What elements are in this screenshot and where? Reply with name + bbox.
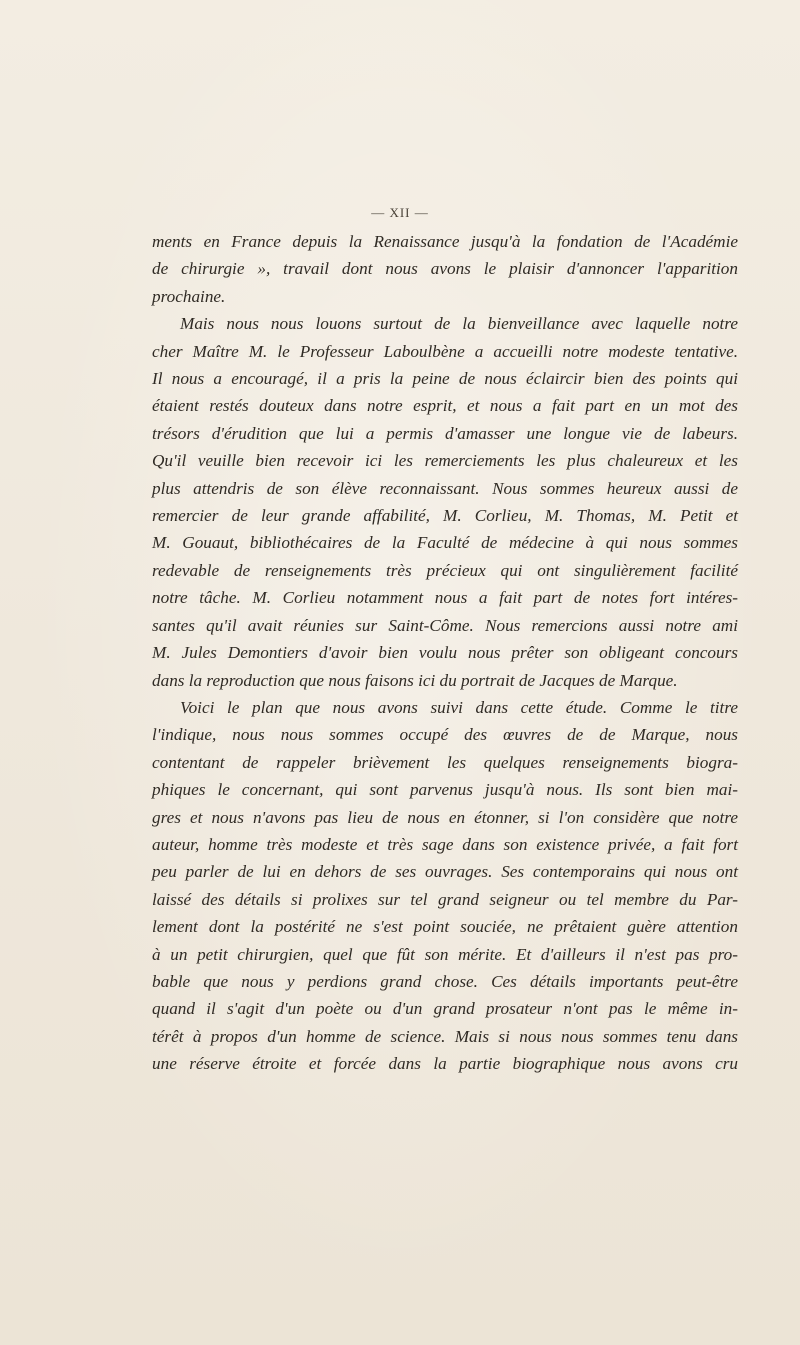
- text-line: cher Maître M. le Professeur Laboulbène a accueilli notre modeste tentative.: [152, 341, 738, 361]
- text-line: redevable de renseignements très précieux qui ont singulièrement facilité: [152, 560, 738, 580]
- text-line: M. Gouaut, bibliothécaires de la Faculté de médecine à qui nous sommes: [152, 533, 738, 553]
- text-line: Il nous a encouragé, il a pris la peine de nous éclaircir bien des points qui: [152, 369, 738, 389]
- text-line: bable que nous y perdions grand chose. Ces détails importants peut-être: [152, 971, 738, 991]
- text-line: phiques le concernant, qui sont parvenus jusqu'à nous. Ils sont bien mai-: [152, 780, 738, 800]
- text-line: plus attendris de son élève reconnaissant. Nous sommes heureux aussi de: [152, 478, 738, 498]
- text-line: Qu'il veuille bien recevoir ici les remerciements les plus chaleureux et les: [152, 451, 738, 471]
- text-line: ments en France depuis la Renaissance jusqu'à la fondation de l'Académie: [152, 232, 738, 251]
- text-line: laissé des détails si prolixes sur tel grand seigneur ou tel membre du Par-: [152, 889, 738, 909]
- text-line: M. Jules Demontiers d'avoir bien voulu nous prêter son obligeant concours: [152, 643, 738, 663]
- text-line: quand il s'agit d'un poète ou d'un grand prosateur n'ont pas le même in-: [152, 999, 738, 1019]
- text-line: gres et nous n'avons pas lieu de nous en étonner, si l'on considère que notre: [152, 807, 738, 827]
- text-line: contentant de rappeler brièvement les quelques renseignements biogra-: [152, 752, 738, 772]
- text-line: Voici le plan que nous avons suivi dans cette étude. Comme le titre: [180, 697, 738, 717]
- text-line: lement dont la postérité ne s'est point souciée, ne prêtaient guère attention: [152, 917, 738, 937]
- text-line: Mais nous nous louons surtout de la bienveillance avec laquelle notre: [180, 314, 738, 334]
- text-line: à un petit chirurgien, quel que fût son mérite. Et d'ailleurs il n'est pas pro-: [152, 944, 738, 964]
- text-line: de chirurgie », travail dont nous avons le plaisir d'annoncer l'apparition: [152, 259, 738, 279]
- text-line: auteur, homme très modeste et très sage dans son existence privée, a fait fort: [152, 834, 738, 854]
- page-number: — XII —: [371, 205, 429, 220]
- text-line: trésors d'érudition que lui a permis d'amasser une longue vie de labeurs.: [152, 423, 738, 443]
- text-line: santes qu'il avait réunies sur Saint-Côme. Nous remercions aussi notre ami: [152, 615, 738, 635]
- text-line: notre tâche. M. Corlieu notamment nous a fait part de notes fort intéres-: [152, 588, 738, 608]
- text-line: l'indique, nous nous sommes occupé des œuvres de de Marque, nous: [152, 725, 738, 745]
- text-line: étaient restés douteux dans notre esprit, et nous a fait part en un mot des: [152, 396, 738, 416]
- text-line: une réserve étroite et forcée dans la partie biographique nous avons cru: [152, 1054, 738, 1074]
- text-line: remercier de leur grande affabilité, M. Corlieu, M. Thomas, M. Petit et: [152, 506, 738, 526]
- text-line: térêt à propos d'un homme de science. Mais si nous nous sommes tenu dans: [152, 1026, 738, 1046]
- body-text: [152, 228, 738, 1078]
- text-line: prochaine.: [152, 286, 226, 306]
- text-line: dans la reproduction que nous faisons ici du portrait de Jacques de Marque.: [152, 670, 678, 690]
- text-line: peu parler de lui en dehors de ses ouvrages. Ses contemporains qui nous ont: [152, 862, 738, 882]
